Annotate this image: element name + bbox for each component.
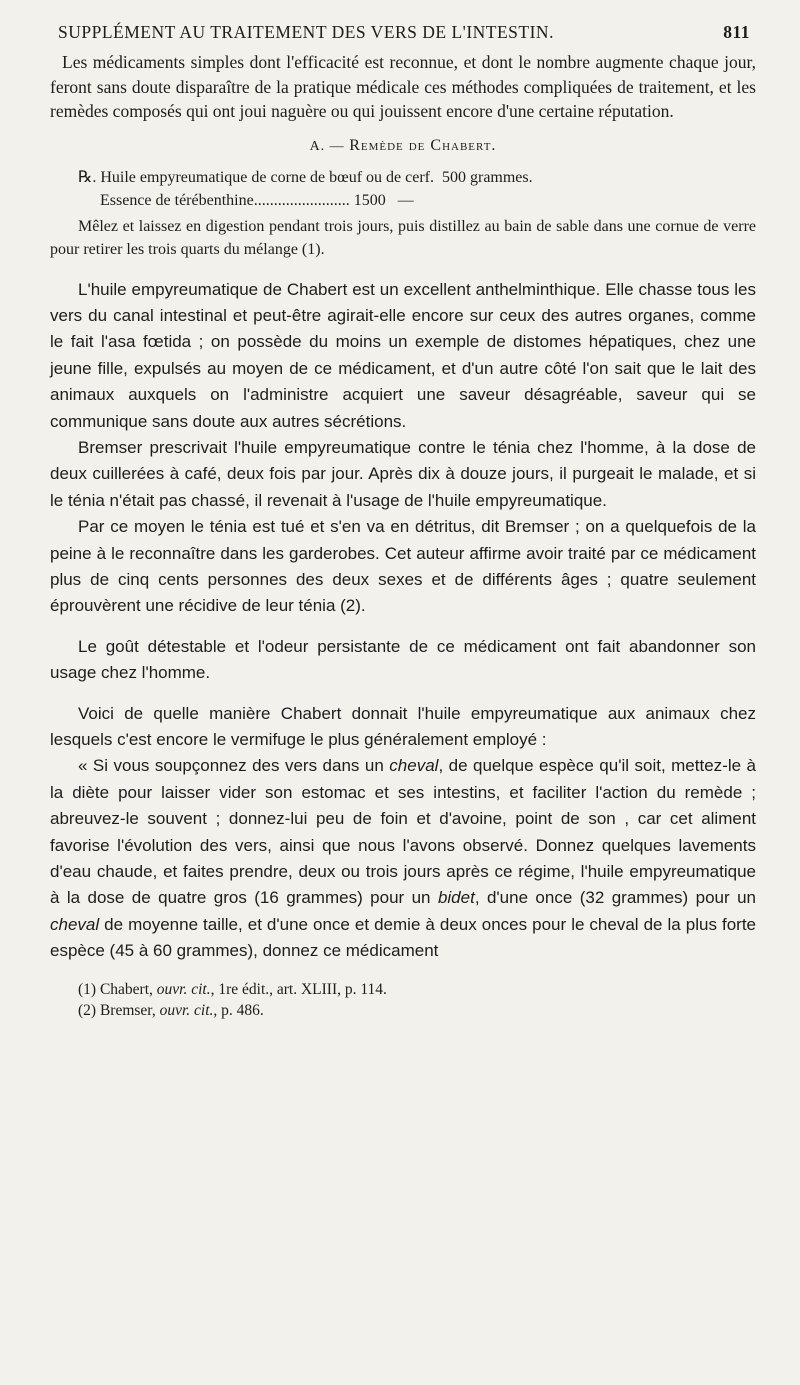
- recipe-ingredient: Essence de térébenthine........................: [100, 191, 350, 209]
- footnotes: [50, 979, 756, 1021]
- recipe-item: [50, 166, 756, 189]
- intro-paragraph: Les médicaments simples dont l'efficacité est reconnue, et dont le nombre augmente chaque jour, feront sans doute disparaître de la pratique médicale ces méthodes compliquées de traitement, et les remèdes composés qui ont joui naguère ou qui jouissent encore d'une certaine réputation.: [50, 52, 756, 121]
- quote-text: de moyenne taille, et d'une once et demie à deux onces pour le cheval de la plus forte espèce (45 à 60 grammes), donnez ce médicament: [50, 914, 756, 961]
- body-paragraph: L'huile empyreumatique de Chabert est un excellent anthelminthique. Elle chasse tous les vers du canal intestinal et peut-être agirait-elle encore sur ceux des autres organes, comme le fait l'asa fœtida ; on possède du moins un exemple de distomes hépatiques, chez une jeune fille, expulsés au moyen de ce médicament, et d'un autre côté l'on sait que le lait des animaux auxquels on l'administre acquiert une saveur désagréable, saveur qui se communique sans doute aux autres sécrétions.: [50, 279, 756, 431]
- recipe-instructions: Mêlez et laissez en digestion pendant trois jours, puis distillez au bain de sable dans une cornue de verre pour retirer les trois quarts du mélange (1).: [50, 217, 756, 258]
- recipe-item: [50, 189, 756, 212]
- recipe-unit: —: [385, 191, 414, 209]
- quote-italic: cheval: [389, 756, 439, 776]
- quote-text: « Si vous soupçonnez des vers dans un: [78, 756, 390, 776]
- footnote-work: ouvr. cit.: [156, 980, 211, 998]
- quote-italic: cheval: [50, 914, 100, 934]
- body-paragraph: Le goût détestable et l'odeur persistante de ce médicament ont fait abandonner son usage chez l'homme.: [50, 636, 756, 683]
- footnote: [78, 1000, 756, 1021]
- recipe-symbol: ℞.: [78, 168, 97, 186]
- page: [50, 22, 756, 1021]
- footnote-author: Bremser,: [99, 1001, 160, 1019]
- quote-text: , d'une once (32 grammes) pour un: [474, 888, 756, 908]
- recipe-ingredient: Huile empyreumatique de corne de bœuf ou de cerf.: [96, 168, 434, 186]
- quote-italic: bidet: [437, 888, 475, 908]
- running-head-title: SUPPLÉMENT AU TRAITEMENT DES VERS DE L'INTESTIN.: [58, 22, 554, 42]
- body-paragraph: Voici de quelle manière Chabert donnait l'huile empyreumatique aux animaux chez lesquels c'est encore le vermifuge le plus généralement employé :: [50, 703, 756, 749]
- recipe-quantity: 1500: [349, 191, 386, 209]
- section-title: Remède de Chabert.: [349, 136, 497, 154]
- footnote-rest: , 1re édit., art. XLIII, p. 114.: [210, 980, 387, 998]
- footnote-number: (2): [78, 1001, 97, 1019]
- body-paragraph: Bremser prescrivait l'huile empyreumatique contre le ténia chez l'homme, à la dose de deux cuillerées à café, deux fois par jour. Après dix à douze jours, il purgeait le malade, et si le ténia n'était pas chassé, il revenait à l'usage de l'huile empyreumatique.: [50, 437, 756, 510]
- section-heading: [50, 137, 756, 155]
- recipe: [50, 166, 756, 261]
- recipe-quantity: 500: [433, 168, 466, 186]
- footnote-author: Chabert,: [99, 980, 157, 998]
- quote-paragraph: [50, 753, 756, 964]
- footnote-rest: , p. 486.: [213, 1001, 264, 1019]
- recipe-unit: grammes.: [465, 168, 533, 186]
- footnote-number: (1): [78, 980, 97, 998]
- footnote-work: ouvr. cit.: [159, 1001, 214, 1019]
- footnote: [78, 979, 756, 1000]
- body-paragraph: Par ce moyen le ténia est tué et s'en va en détritus, dit Bremser ; on a quelquefois de la peine à le reconnaître dans les garderobes. Cet auteur affirme avoir traité par ce médicament plus de cinq cents personnes des deux sexes et de différents âges ; quatre seulement éprouvèrent une récidive de leur ténia (2).: [50, 517, 756, 616]
- quote-text: , de quelque espèce qu'il soit, mettez-le à la diète pour laisser vider son estomac et ses intestins, et faciliter l'action du remède ; abreuvez-le souvent ; donnez-lui peu de foin et d'avoine, point de son , car cet aliment favorise l'évolution des vers, ainsi que nous l'avons observé. Donnez quelques lavements d'eau chaude, et faites prendre, deux ou trois jours après ce régime, l'huile empyreumatique à la dose de quatre gros (16 grammes) pour un: [50, 756, 756, 908]
- running-head: [50, 22, 756, 50]
- page-number: 811: [723, 22, 750, 42]
- section-label: A. —: [309, 138, 350, 154]
